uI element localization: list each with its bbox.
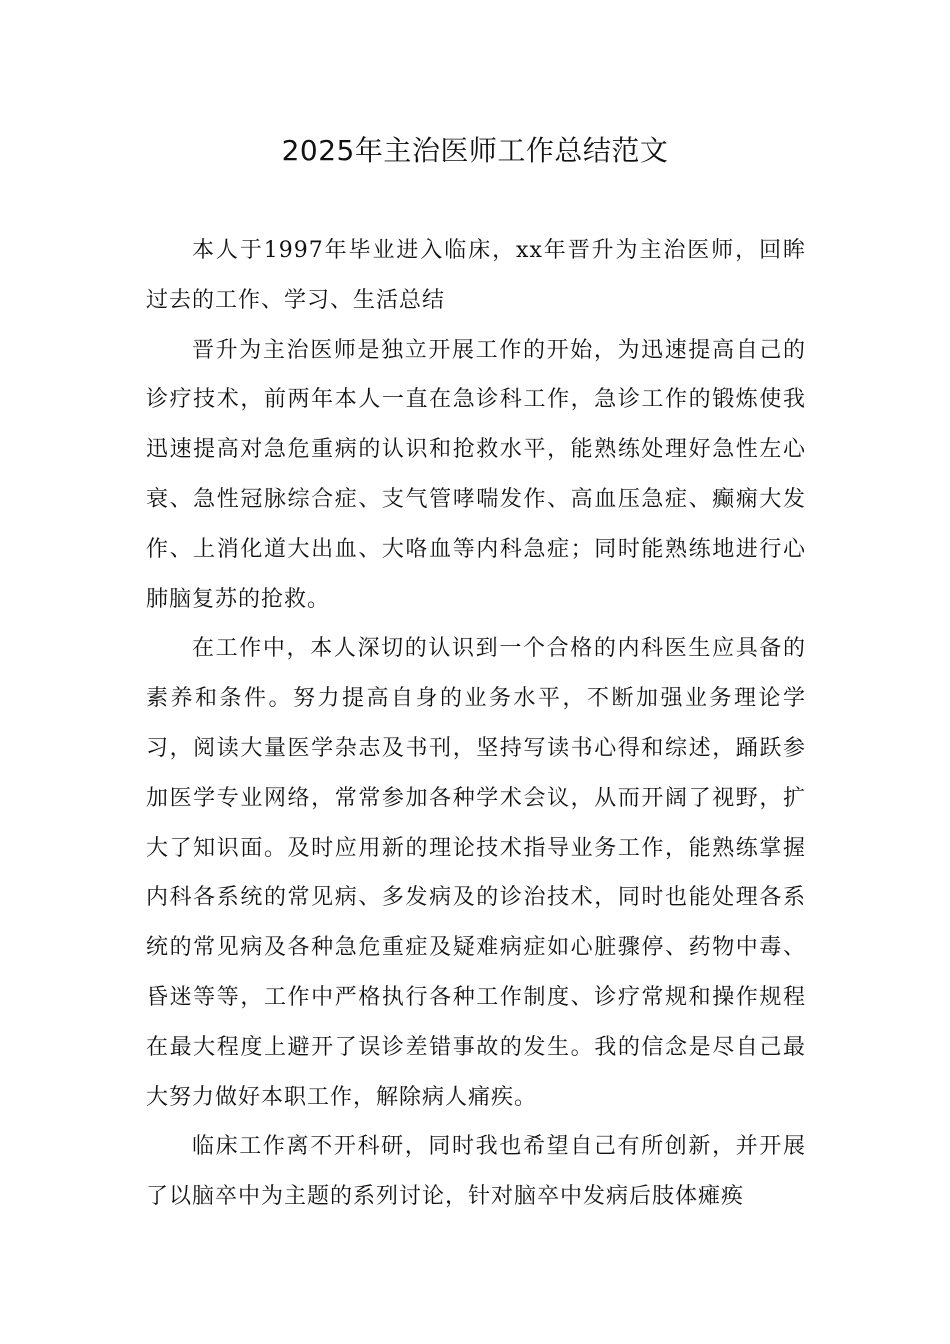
paragraph-emergency-work: 晋升为主治医师是独立开展工作的开始，为迅速提高自己的诊疗技术，前两年本人一直在急诊科工作，急诊工作的锻炼使我迅速提高对急危重病的认识和抢救水平，能熟练处理好急性左心衰、急性冠脉综合症、支气管哮喘发作、高血压急症、癫痫大发作、上消化道大出血、大咯血等内科急症；同时能熟练地进行心肺脑复苏的抢救。 bbox=[146, 337, 806, 612]
paragraph-professional-development: 在工作中，本人深切的认识到一个合格的内科医生应具备的素养和条件。努力提高自身的业务水平，不断加强业务理论学习，阅读大量医学杂志及书刊，坚持写读书心得和综述，踊跃参加医学专业网络，常常参加各种学术会议，从而开阔了视野，扩大了知识面。及时应用新的理论技术指导业务工作，能熟练掌握内科各系统的常见病、多发病及的诊治技术，同时也能处理各系统的常见病及各种急危重症及疑难病症如心脏骤停、药物中毒、昏迷等等，工作中严格执行各种工作制度、诊疗常规和操作规程在最大程度上避开了误诊差错事故的发生。我的信念是尽自己最大努力做好本职工作，解除病人痛疾。 bbox=[146, 636, 806, 1110]
document-title: 2025年主治医师工作总结范文 bbox=[281, 134, 669, 167]
document-body bbox=[146, 226, 806, 1222]
paragraph-research: 临床工作离不开科研，同时我也希望自己有所创新，并开展了以脑卒中为主题的系列讨论，针对脑卒中发病后肢体瘫痪 bbox=[146, 1134, 806, 1210]
paragraph-intro: 本人于1997年毕业进入临床，xx年晋升为主治医师，回眸过去的工作、学习、生活总结 bbox=[146, 238, 806, 313]
